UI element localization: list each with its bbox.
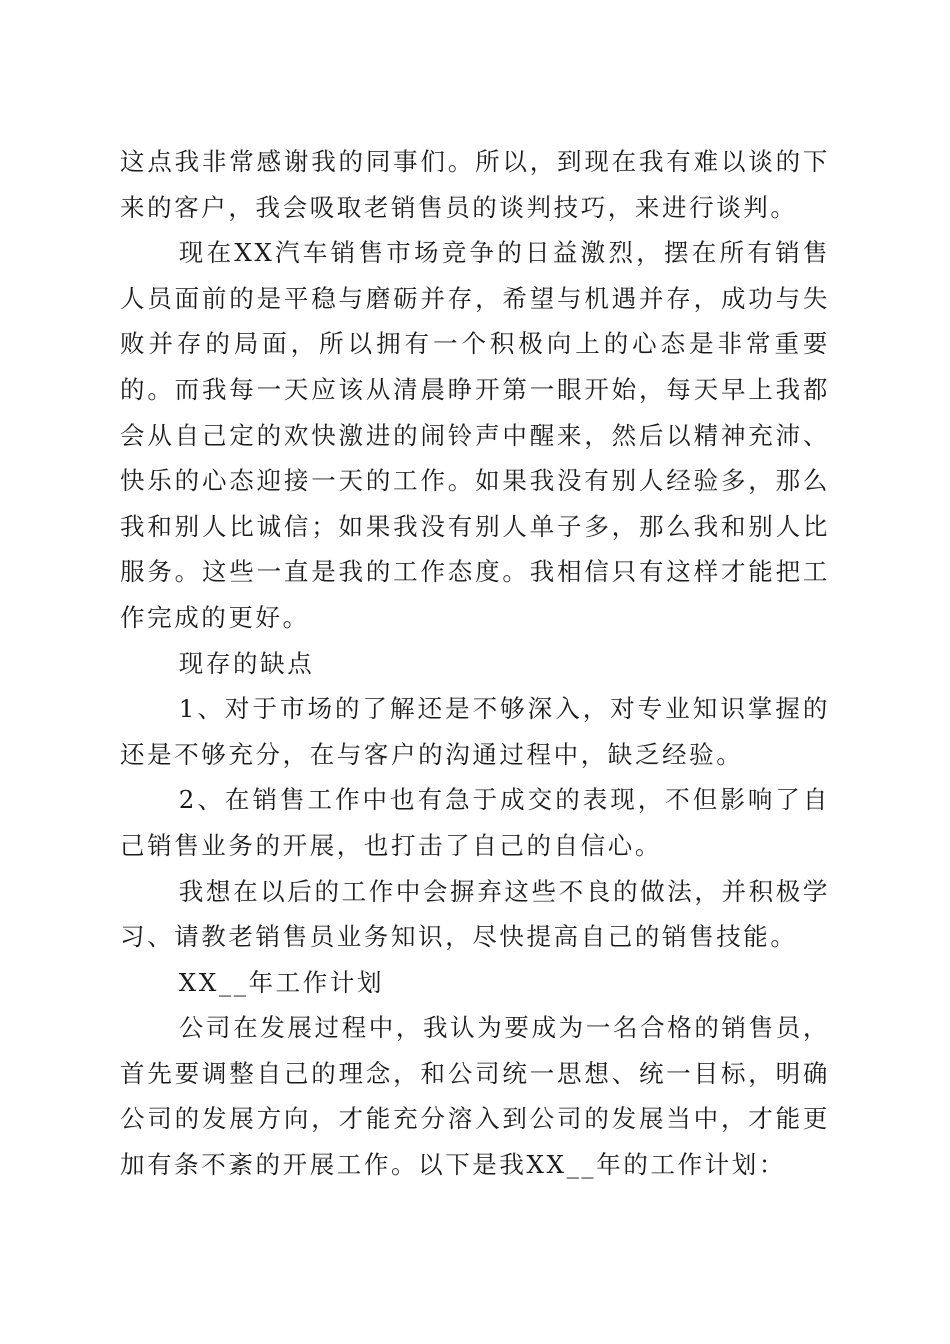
paragraph-work-plan-intro: 公司在发展过程中，我认为要成为一名合格的销售员，首先要调整自己的理念，和公司统一思想、统一目标，明确公司的发展方向，才能充分溶入到公司的发展当中，才能更加有条不紊的开展工作。以下是我XX__年的工作计划： [120, 1013, 830, 1180]
heading-work-plan: XX__年工作计划 [178, 967, 385, 997]
list-item-shortcoming-1: 1、对于市场的了解还是不够深入，对专业知识掌握的还是不够充分，在与客户的沟通过程中，缺乏经验。 [120, 694, 830, 769]
paragraph-market-attitude: 现在XX汽车销售市场竞争的日益激烈，摆在所有销售人员面前的是平稳与磨砺并存，希望与机遇并存，成功与失败并存的局面，所以拥有一个积极向上的心态是非常重要的。而我每一天应该从清晨睁开第一眼开始，每天早上我都会从自己定的欢快激进的闹铃声中醒来，然后以精神充沛、快乐的心态迎接一天的工作。如果我没有别人经验多，那么我和别人比诚信；如果我没有别人单子多，那么我和别人比服务。这些一直是我的工作态度。我相信只有这样才能把工作完成的更好。 [120, 238, 830, 632]
paragraph-improvement: 我想在以后的工作中会摒弃这些不良的做法，并积极学习、请教老销售员业务知识，尽快提高自己的销售技能。 [120, 876, 830, 952]
list-item-shortcoming-2: 2、在销售工作中也有急于成交的表现，不但影响了自己销售业务的开展，也打击了自己的自信心。 [120, 785, 830, 860]
paragraph-thanks-colleagues: 这点我非常感谢我的同事们。所以，到现在我有难以谈的下来的客户，我会吸取老销售员的谈判技巧，来进行谈判。 [120, 147, 830, 222]
document-body [120, 139, 830, 1188]
heading-shortcomings: 现存的缺点 [178, 648, 315, 678]
